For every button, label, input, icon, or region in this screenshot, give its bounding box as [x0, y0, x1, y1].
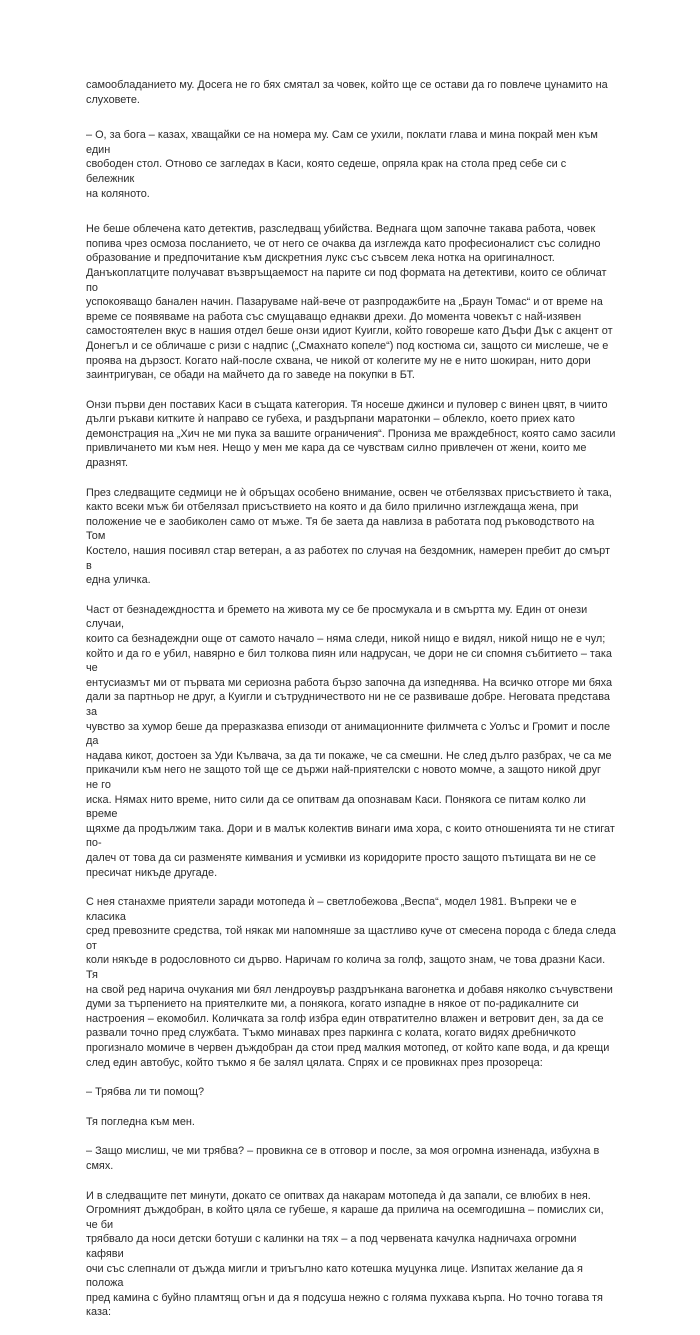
paragraph-7: С нея станахме приятели заради мотопеда ѝ – светлобежова „Веспа“, модел 1981. Въпреки че е класика сред превозните средства, той някак ми напомняше за щастливо куче от смесена порода с бледа следа от коли някъде в родословното си дърво. Наричам го колича за голф, защото знам, че това дразни Каси. Тя на свой ред нарича очукания ми бял лендроувър раздрънкана вагонетка и добавя няколко съчувствени думи за търпението на приятелките ми, а понякога, когато изпадне в някое от по-радикалните си настроения – екомобил. Количката за голф избра един отвратително влажен и ветровит ден, за да се развали точно пред службата. Тъкмо минавах през паркинга с колата, когато видях дребничкото прогизнало момиче в червен дъждобран да стои пред малкия мотопед, от който капе вода, и да крещи след един автобус, който тъкмо я бе залял цялата. Спрях и се провикнах през прозореца: — [86, 896, 616, 1069]
paragraph-10: – Защо мислиш, че ми трябва? – провикна се в отговор и после, за моя огромна изненада, избухна в смях. — [86, 1145, 600, 1172]
paragraph-5: През следващите седмици не ѝ обръщах особено внимание, освен че отбелязвах присъствието ѝ така, както всеки мъж би отбелязал присъствието на която и да било прилично изглеждаща жена, при положение че е заобиколен само от мъже. Тя бе заета да навлиза в работата под ръководството на Том Костело, нашия посивял стар ветеран, а аз работех по случая на бездомник, намерен пребит до смърт в една уличка. — [86, 486, 612, 587]
paragraph-11: И в следващите пет минути, докато се опитвах да накарам мотопеда ѝ да запали, се влюбих в нея. Огромният дъждобран, в който цяла се губеше, я караше да прилича на осемгодишна – помислих си, че би трябвало да носи детски ботуши с калинки на тях – а под червената качулка надничаха огромни кафяви очи със слепнали от дъжда мигли и триъгълно като котешка муцунка лице. Изпитах желание да я положа пред камина с буйно пламтящ огън и да я подсуша нежно с голяма пухкава кърпа. Но точно тогава тя каза: — [86, 1189, 604, 1319]
paragraph-6: Част от безнадеждността и бремето на живота му се бе просмукала и в смъртта му. Един от онези случаи, които са безнадеждни още от самото начало – няма следи, никой нищо е видял, никой нищо не е чул; който и да го е убил, навярно е бил толкова пиян или надрусан, че дори не си спомня събитието – така че ентусиазмът ми от първата ми сериозна работа бързо започна да изпеднява. На всичко отгоре ми бяха дали за партньор не друг, а Куигли и сътрудничеството ни не се развиваше добре. Неговата представа за чувство за хумор беше да преразказва епизоди от анимационните филмчета с Уолъс и Громит и после да надава кикот, достоен за Уди Кълвача, за да ти покаже, че са смешни. Не след дълго разбрах, че са ме прикачили към него не защото той ще се държи най-приятелски с новото момче, а защото никой друг не го иска. Нямах нито време, нито сили да се опитвам да опознавам Каси. Понякога се питам колко ли време щяхме да продължим така. Дори и в малък колектив винаги има хора, с които отношенията ти не стигат по- далеч от това да си разменяте кимвания и усмивки из коридорите просто защото пътищата ви не се пресичат никъде другаде. — [86, 603, 615, 879]
paragraph-8: – Трябва ли ти помощ? — [86, 1086, 205, 1099]
paragraph-3: Не беше облечена като детектив, разследващ убийства. Веднага щом започне такава работа, човек попива чрез осмоза посланието, че от него се очаква да изглежда като професионалист със солидно образование и предпочитание към дискретния лукс със съвсем лека нотка на оригиналност. Данъкоплатците получават възвръщаемост на парите си под формата на детективи, които се обличат по успокояващо банален начин. Пазаруваме най-вече от разпродажбите на „Браун Томас“ и от време на време се появяваме на работа със смущаващо еднакви дрехи. До момента човекът с най-изявен самостоятелен вкус в нашия отдел беше онзи идиот Куигли, който говореше като Дъфи Дък с акцент от Донегъл и се обличаше с ризи с надпис („Смахнато копеле“) под костюма си, защото си мислеше, че е проява на дързост. Когато най-после схвана, че никой от колегите му не е нито шокиран, нито дори заинтригуван, се обади на майчето да го заведе на покупки в БТ. — [86, 223, 613, 382]
paragraph-4: Онзи първи ден поставих Каси в същата категория. Тя носеше джинси и пуловер с винен цвят, в чиито дълги ръкави киткитe ѝ направо се губеха, и раздърпани маратонки – облекло, което приех като демонстрация на „Хич не ми пука за вашите ограничения“. Прониза ме враждебност, която само засили привличането ми към нея. Нещо у мен ме кара да се чувствам силно привлечен от жени, които ме дразнят. — [86, 398, 616, 470]
paragraph-1: самообладанието му. Досега не го бях смятал за човек, който ще се остави да го повлече цунамито на слуховете. — [86, 79, 608, 106]
paragraph-2: – О, за бога – казах, хващайки се на номера му. Сам се ухили, поклати глава и мина покрай мен към един свободен стол. Отново се загледах в Каси, която седеше, опряла крак на стола пред себе си с бележник на коляното. — [86, 129, 598, 200]
paragraph-9: Тя погледна към мен. — [86, 1115, 195, 1128]
document-body — [86, 78, 616, 1335]
